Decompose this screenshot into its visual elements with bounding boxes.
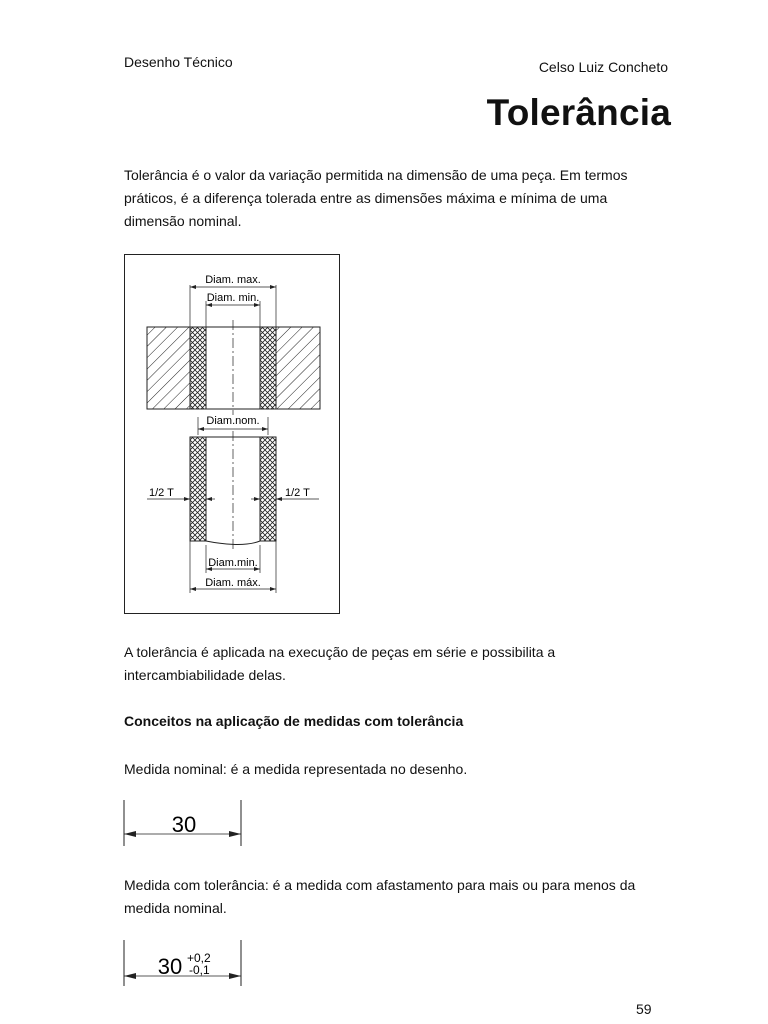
tolerance-zone-right-top	[260, 327, 276, 409]
label-diam-min-bottom: Diam.min.	[208, 557, 258, 569]
section-heading: Conceitos na aplicação de medidas com tolerância	[124, 713, 464, 729]
page-number: 59	[636, 1001, 652, 1017]
tolerance-lower-deviation: -0,1	[189, 963, 210, 977]
tolerance-zone-left-top	[190, 327, 206, 409]
intro-paragraph	[124, 164, 664, 233]
application-paragraph	[124, 641, 664, 687]
plate-left-hatch	[147, 327, 190, 409]
nominal-dimension-drawing	[120, 796, 250, 848]
intro-line-1: Tolerância é o valor da variação permitida na dimensão de uma peça. Em termos	[124, 167, 628, 183]
tolerance-zone-left-bottom	[190, 437, 206, 541]
label-diam-max-bottom: Diam. máx.	[205, 577, 261, 589]
label-half-t-left: 1/2 T	[149, 487, 174, 499]
tolerance-zone-right-bottom	[260, 437, 276, 541]
tolerance-upper-deviation: +0,2	[187, 951, 211, 965]
application-line-2: intercambiabilidade delas.	[124, 667, 286, 683]
page-title: Tolerância	[486, 92, 671, 133]
header-right: Celso Luiz Concheto	[538, 59, 668, 75]
intro-line-3: dimensão nominal.	[124, 213, 242, 229]
nominal-value: 30	[171, 812, 197, 837]
application-line-1: A tolerância é aplicada na execução de peças em série e possibilita a	[124, 644, 556, 660]
label-half-t-right: 1/2 T	[285, 487, 310, 499]
tolerance-diagram	[125, 255, 341, 615]
tolerance-line-1: Medida com tolerância: é a medida com afastamento para mais ou para menos da	[124, 877, 636, 893]
tolerance-dimension-drawing	[120, 936, 250, 988]
plate-right-hatch	[276, 327, 320, 409]
header-left: Desenho Técnico	[124, 54, 233, 70]
intro-line-2: práticos, é a diferença tolerada entre as dimensões máxima e mínima de uma	[124, 190, 608, 206]
label-diam-min-top: Diam. min.	[206, 292, 260, 304]
tolerance-nominal-value: 30	[157, 954, 183, 979]
label-diam-nom: Diam.nom.	[206, 415, 260, 427]
tolerance-figure	[124, 254, 340, 614]
label-diam-max-top: Diam. max.	[205, 274, 261, 286]
tolerance-line-2: medida nominal.	[124, 900, 227, 916]
nominal-definition: Medida nominal: é a medida representada no desenho.	[124, 761, 468, 777]
tolerance-definition	[124, 874, 664, 920]
